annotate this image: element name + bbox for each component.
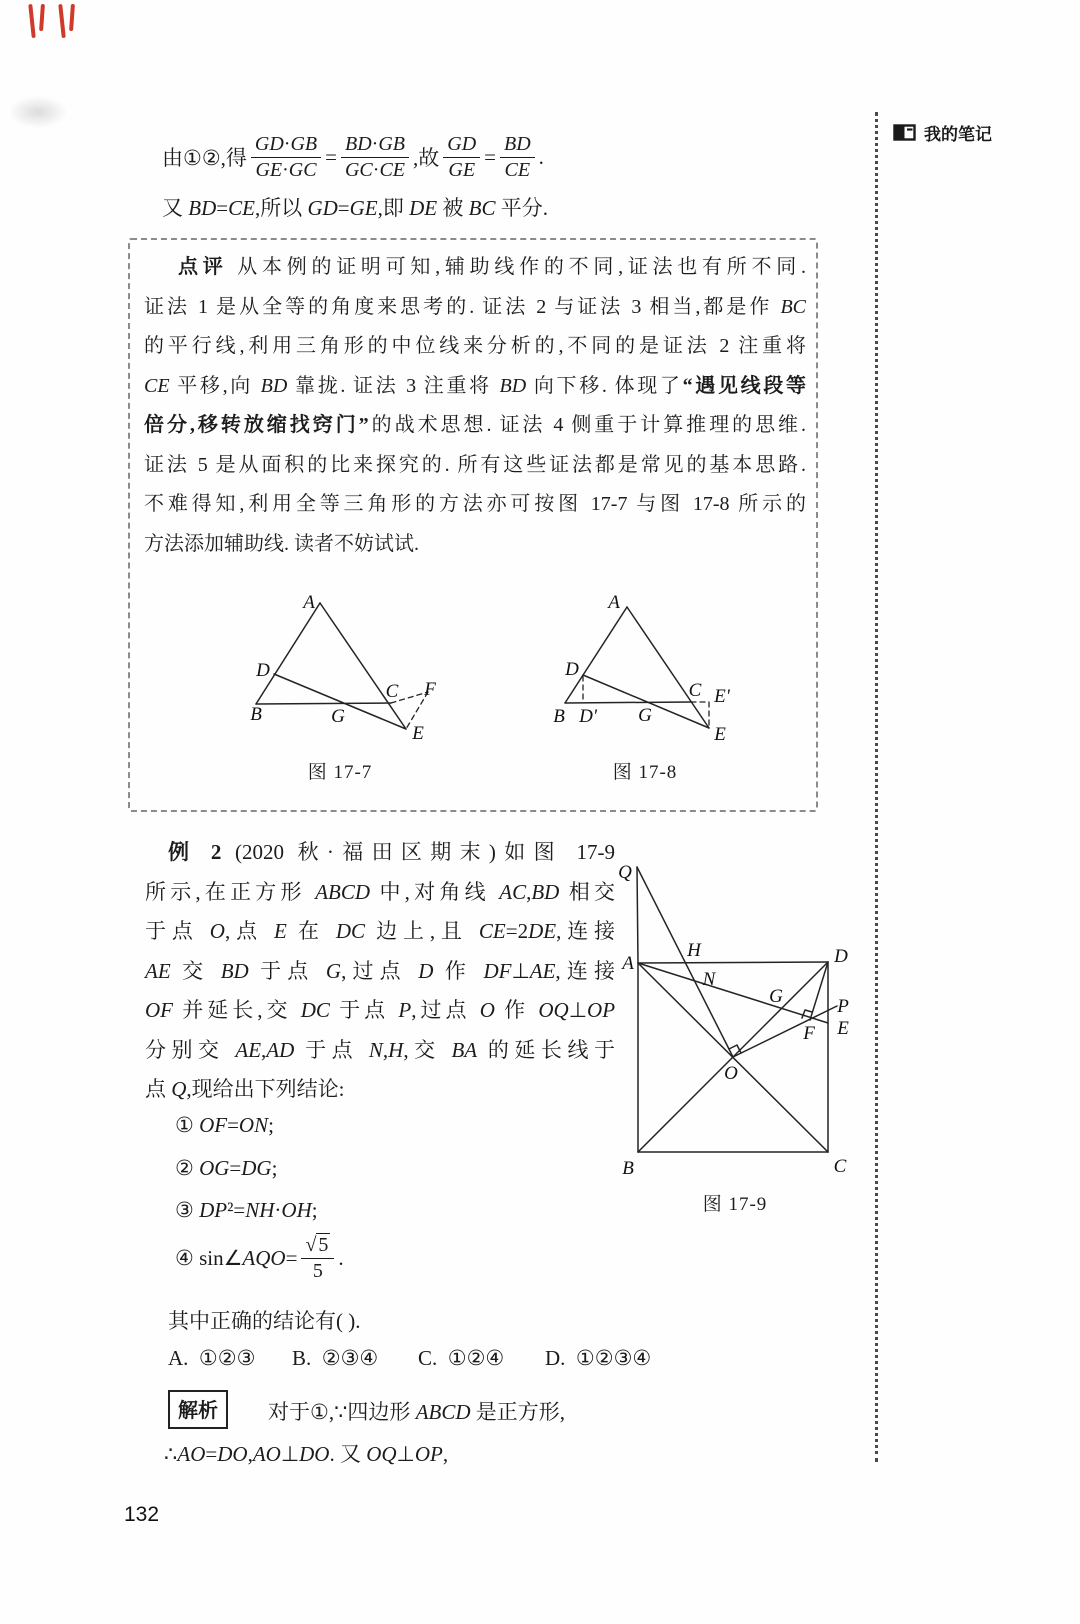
point-label-N: N (702, 969, 716, 990)
point-label-F: F (803, 1023, 815, 1044)
point-label-A: A (608, 592, 620, 613)
example-2-paragraph (145, 833, 615, 1110)
comment-text (144, 248, 806, 564)
conclusion-item-2: ② OG=DG; (175, 1156, 278, 1180)
item-4-prefix: ④ sin∠AQO= (175, 1245, 298, 1270)
comment-line: 倍分,移转放缩找窍门”的战术思想. 证法 4 侧重于计算推理的思维. (144, 414, 807, 436)
figure-17-8 (500, 560, 780, 760)
example-line: 例 2 (2020 秋·福田区期末)如图 17-9 (168, 840, 615, 864)
option-a: A. ①②③ (168, 1346, 256, 1370)
point-label-D: D (565, 659, 579, 680)
red-pen-mark (58, 4, 78, 38)
comment-line: CE 平移,向 BD 靠拢. 证法 3 注重将 BD 向下移. 体现了“遇见线段等 (144, 374, 807, 397)
example-line: AE 交 BD 于点 G,过点 D 作 DF⊥AE,连接 (145, 958, 616, 983)
question-line: 其中正确的结论有( ). (168, 1309, 361, 1333)
comment-line: 不难得知,利用全等三角形的方法亦可按图 17-7 与图 17-8 所示的 (144, 493, 806, 515)
point-label-G: G (638, 705, 652, 726)
notes-header (893, 120, 992, 145)
figure-17-7-caption: 图 17-7 (307, 762, 373, 783)
comment-line: 证法 5 是从面积的比来探究的. 所有这些证法都是常见的基本思路. (144, 453, 806, 476)
figure-labels (618, 862, 849, 1179)
point-label-G: G (331, 706, 345, 727)
point-label-F: F (424, 679, 436, 700)
figure-17-9-caption: 图 17-9 (702, 1194, 768, 1215)
point-label-C: C (385, 681, 399, 702)
point-label-D: D (834, 946, 848, 967)
sqrt-numerator: √ 5 (301, 1234, 334, 1258)
notebook-icon (893, 124, 916, 141)
option-b: B. ②③④ (292, 1346, 379, 1370)
red-pen-mark (28, 4, 48, 38)
point-label-E-prime: E' (714, 686, 730, 707)
scan-smudge (8, 96, 68, 128)
analysis-line-1: 对于①,∵四边形 ABCD 是正方形, (268, 1400, 566, 1424)
period: . (538, 144, 544, 169)
comment-line: 点评 从本例的证明可知,辅助线作的不同,证法也有所不同. (178, 256, 807, 278)
point-label-D-prime: D' (579, 706, 597, 727)
fraction: $\frac{GD}{GE}$ (443, 133, 480, 181)
comment-line: 证法 1 是从全等的角度来思考的. 证法 2 与证法 3 相当,都是作 BC (144, 295, 806, 318)
example-line: 分别交 AE,AD 于点 N,H,交 BA 的延长线于 (145, 1037, 615, 1062)
point-label-O: O (724, 1063, 738, 1084)
point-label-E: E (837, 1018, 849, 1039)
point-label-E: E (412, 723, 424, 744)
fraction: $\frac{BD\cdot GB}{GC\cdot CE}$ (341, 133, 409, 181)
example-line: 点 Q,现给出下列结论: (145, 1077, 345, 1101)
point-label-B: B (622, 1158, 634, 1179)
example-line: OF 并延长,交 DC 于点 P,过点 O 作 OQ⊥OP (145, 998, 616, 1022)
fraction: $\frac{√ 5}{5}$ (301, 1234, 334, 1282)
point-label-B: B (553, 706, 565, 727)
figure-17-7 (180, 560, 460, 760)
square-lines (637, 867, 837, 1152)
margin-divider-dotted-line (875, 112, 878, 1462)
point-label-D: D (256, 660, 270, 681)
conclusion-item-3: ③ DP²=NH·OH; (175, 1198, 318, 1222)
example-line: 所示,在正方形 ABCD 中,对角线 AC,BD 相交 (145, 879, 616, 904)
formula-connector: ,故 (413, 146, 440, 170)
proof-formula-line (162, 130, 544, 184)
point-label-Q: Q (618, 862, 632, 883)
equals-sign: = (484, 144, 496, 169)
point-label-A: A (303, 592, 315, 613)
figure-17-8-caption: 图 17-8 (612, 762, 678, 783)
analysis-line-2: ∴AO=DO,AO⊥DO. 又 OQ⊥OP, (164, 1442, 449, 1466)
point-label-P: P (837, 996, 849, 1017)
point-label-E: E (714, 724, 726, 745)
proof-conclusion-line: 又 BD=CE,所以 GD=GE,即 DE 被 BC 平分. (162, 196, 548, 220)
point-label-C: C (833, 1156, 847, 1177)
point-label-C: C (688, 680, 702, 701)
equals-sign: = (325, 144, 337, 169)
formula-lead: 由①②,得 (162, 146, 247, 170)
analysis-tag: 解析 (168, 1390, 228, 1429)
notes-label: 我的笔记 (924, 125, 992, 144)
conclusion-item-4 (175, 1232, 344, 1284)
comment-line: 方法添加辅助线. 读者不妨试试. (144, 532, 419, 555)
figure-17-9 (598, 845, 858, 1185)
point-label-A: A (622, 953, 634, 974)
point-label-H: H (687, 940, 701, 961)
point-label-B: B (250, 704, 262, 725)
fraction: $\frac{GD\cdot GB}{GE\cdot GC}$ (251, 133, 321, 181)
point-label-G: G (769, 986, 783, 1007)
fraction: $\frac{BD}{CE}$ (500, 133, 535, 181)
page-number: 132 (124, 1503, 160, 1526)
example-line: 于点 O,点 E 在 DC 边上,且 CE=2DE,连接 (145, 919, 616, 943)
option-c: C. ①②④ (418, 1346, 505, 1370)
conclusion-item-1: ① OF=ON; (175, 1113, 274, 1137)
period: . (338, 1245, 344, 1270)
comment-line: 的平行线,利用三角形的中位线来分析的,不同的是证法 2 注重将 (144, 335, 806, 357)
option-d: D. ①②③④ (545, 1346, 652, 1370)
